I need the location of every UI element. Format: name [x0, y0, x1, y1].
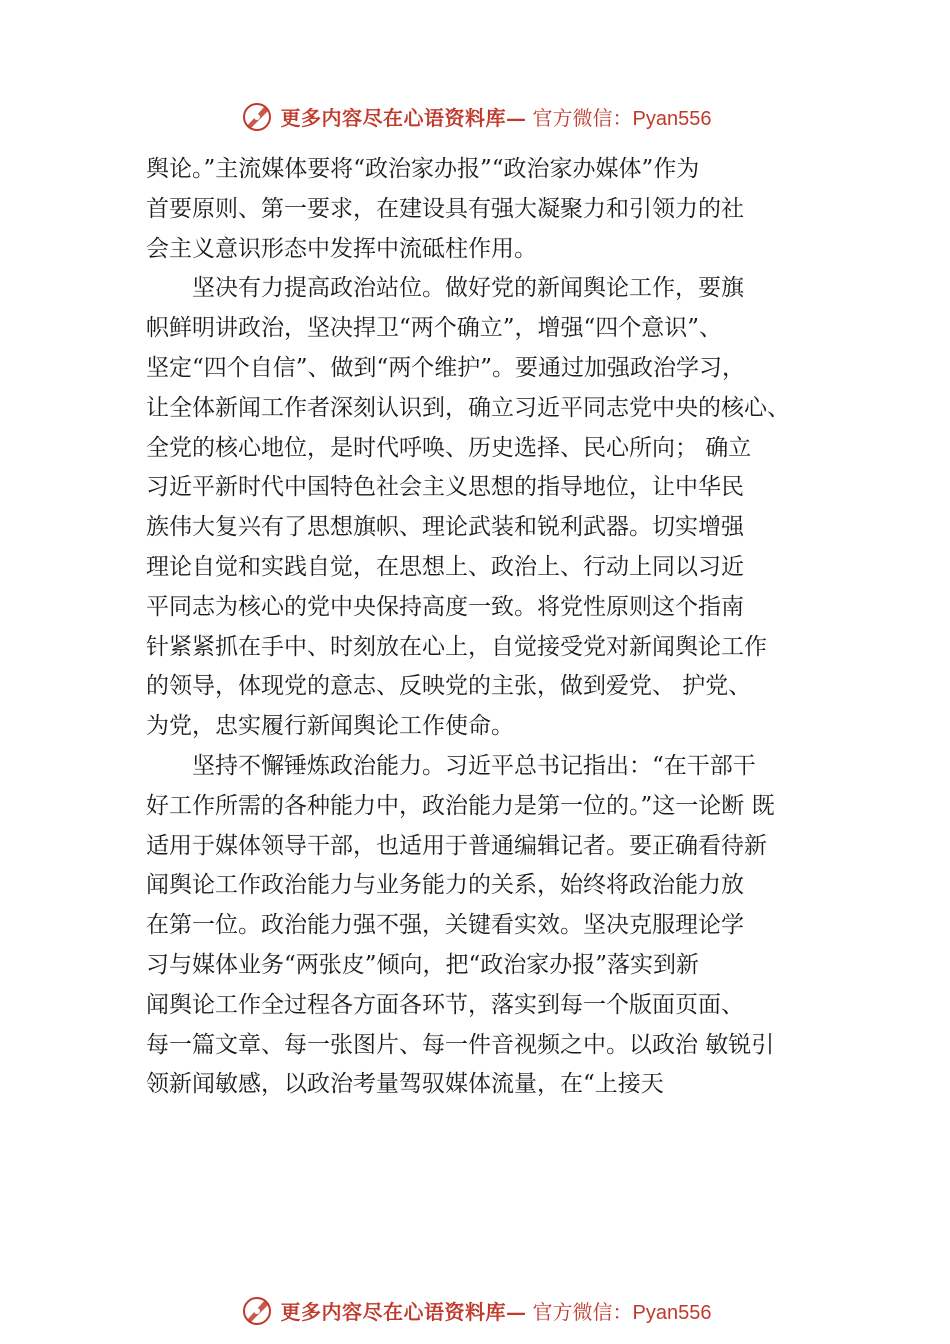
text-line: 舆论。”主流媒体要将“政治家办报”“政治家办媒体”作为 [146, 156, 700, 182]
text-line: 领新闻敏感，以政治考量驾驭媒体流量，在“上接天 [146, 1071, 664, 1098]
text-line: 闻舆论工作政治能力与业务能力的关系，始终将政治能力放 [146, 872, 744, 899]
banner-text: 更多内容尽在心语资料库— [280, 105, 527, 130]
text-line: 平同志为核心的党中央保持高度一致。将党性原则这个指南 [146, 593, 744, 620]
text-line: 理论自觉和实践自觉，在思想上、政治上、行动上同以习近 [146, 553, 744, 580]
text-line: 习与媒体业务“两张皮”倾向，把“政治家办报”落实到新 [146, 951, 700, 978]
text-line: 坚定“四个自信”、做到“两个维护”。要通过加强政治学习， [146, 354, 746, 381]
text-line: 坚决有力提高政治站位。做好党的新闻舆论工作，要旗 [146, 275, 744, 302]
text-line: 族伟大复兴有了思想旗帜、理论武装和锐利武器。切实增强 [146, 514, 744, 541]
text-line: 习近平新时代中国特色社会主义思想的指导地位，让中华民 [146, 474, 744, 501]
text-line: 让全体新闻工作者深刻认识到，确立习近平同志党中央的核心、 [146, 394, 790, 421]
text-line: 每一篇文章、每一张图片、每一件音视频之中。以政治 敏锐引 [146, 1031, 775, 1058]
header-watermark-banner [0, 96, 950, 136]
banner-text: 更多内容尽在心语资料库— [280, 1299, 527, 1324]
text-line: 为党，忠实履行新闻舆论工作使命。 [146, 713, 514, 740]
document-body [146, 150, 826, 1105]
banner-wechat-id: 官方微信：Pyan556 [532, 107, 712, 130]
text-line: 针紧紧抓在手中、时刻放在心上，自觉接受党对新闻舆论工作 [146, 633, 767, 660]
text-line: 的领导，体现党的意志、反映党的主张，做到爱党、 护党、 [146, 673, 752, 700]
text-line: 闻舆论工作全过程各方面各环节，落实到每一个版面页面、 [146, 991, 744, 1018]
footer-watermark-banner [0, 1290, 950, 1330]
text-line: 适用于媒体领导干部，也适用于普通编辑记者。要正确看待新 [146, 832, 767, 859]
text-line: 坚持不懈锤炼政治能力。习近平总书记指出：“在干部干 [146, 752, 756, 779]
text-line: 好工作所需的各种能力中，政治能力是第一位的。”这一论断 既 [146, 792, 775, 819]
pen-nib-seal-icon [239, 1292, 275, 1328]
banner-wechat-id: 官方微信：Pyan556 [532, 1301, 712, 1324]
text-line: 全党的核心地位，是时代呼唤、历史选择、民心所向； 确立 [146, 434, 752, 461]
text-line: 首要原则、第一要求，在建设具有强大凝聚力和引领力的社 [146, 195, 744, 222]
pen-nib-seal-icon [239, 98, 275, 134]
text-line: 帜鲜明讲政治，坚决捍卫“两个确立”，增强“四个意识”、 [146, 315, 723, 342]
text-line: 会主义意识形态中发挥中流砥柱作用。 [146, 235, 537, 262]
text-line: 在第一位。政治能力强不强，关键看实效。坚决克服理论学 [146, 912, 744, 939]
